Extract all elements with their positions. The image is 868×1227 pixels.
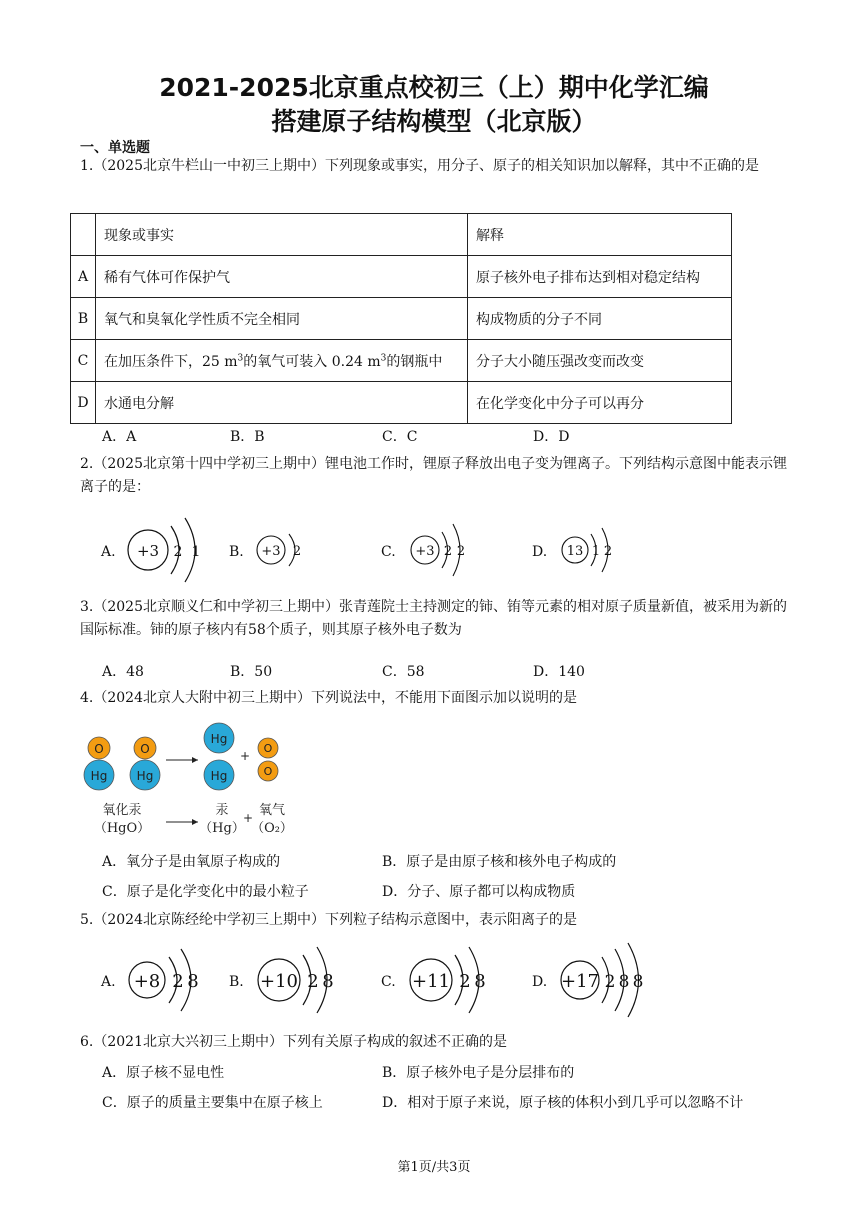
option-d[interactable]: D．140 (533, 664, 585, 680)
product2-name: 氧气 (258, 803, 286, 818)
option-c-label[interactable]: C. (381, 974, 396, 990)
option-d[interactable]: D．相对于原子来说，原子核的体积小到几乎可以忽略不计 (382, 1095, 744, 1111)
row-explanation: 分子大小随压强改变而改变 (468, 340, 732, 382)
option-a-label[interactable]: A. (101, 974, 116, 990)
table-row (71, 298, 732, 340)
product2-formula: （O₂） (251, 821, 293, 836)
row-explanation: 原子核外电子排布达到相对稳定结构 (468, 256, 732, 298)
shell-electron-count: 2 (459, 971, 471, 992)
row-explanation: 构成物质的分子不同 (468, 298, 732, 340)
atom-label: O (140, 742, 150, 756)
option-b[interactable]: B．B (230, 429, 265, 445)
atom-label: O (263, 742, 273, 755)
document-subtitle: 搭建原子结构模型（北京版） (271, 107, 597, 136)
superscript: 3 (380, 352, 387, 363)
product1-name: 汞 (215, 803, 229, 818)
table-header-fact: 现象或事实 (96, 214, 468, 256)
plus-sign: + (239, 749, 251, 763)
atom-label: Hg (210, 732, 228, 746)
question-3-stem: 3.（2025北京顺义仁和中学初三上期中）张青莲院士主持测定的铈、铕等元素的相对原子质量新值，被采用为新的国际标准。铈的原子核内有58个质子，则其原子核外电子数为 (80, 599, 787, 638)
shell-electron-count: 2 (292, 544, 302, 559)
row-fact: 水通电分解 (96, 382, 468, 424)
arrow-head-icon (192, 819, 198, 825)
option-d[interactable]: D．分子、原子都可以构成物质 (382, 884, 576, 900)
question-5-diagrams (95, 941, 665, 1021)
row-fact-part: 的氧气可装入 0.24 m (243, 353, 381, 370)
product1-formula: （Hg） (199, 821, 245, 836)
question-2-stem: 2.（2025北京第十四中学初三上期中）锂电池工作时，锂原子释放出电子变为锂离子。下列结构示意图中能表示锂离子的是： (80, 456, 787, 495)
option-a-label[interactable]: A. (101, 544, 116, 560)
atom-label: O (263, 765, 273, 778)
atom-label: Hg (136, 769, 154, 783)
option-c[interactable]: C．58 (382, 664, 425, 680)
shell-electron-count: 8 (632, 972, 644, 992)
atom-label: Hg (210, 769, 228, 783)
option-d-label[interactable]: D. (532, 544, 548, 560)
row-label: D (71, 382, 96, 424)
option-a[interactable]: A．A (102, 429, 137, 445)
shell-electron-count: 2 (172, 971, 184, 992)
table-row (71, 256, 732, 298)
row-fact (96, 340, 468, 382)
reactant-formula: （HgO） (93, 821, 151, 836)
shell-electron-count: 8 (187, 971, 199, 992)
shell-electron-count: 2 (604, 972, 616, 992)
shell-electron-count: 1 (591, 544, 601, 559)
option-a[interactable]: A．原子核不显电性 (102, 1065, 225, 1081)
question-1-stem: 1.（2025北京牛栏山一中初三上期中）下列现象或事实，用分子、原子的相关知识加以解释，其中不正确的是 (80, 158, 759, 174)
reactant-name: 氧化汞 (102, 803, 142, 818)
option-b-label[interactable]: B. (229, 544, 244, 560)
table-cell (71, 214, 96, 256)
row-label: C (71, 340, 96, 382)
question-4-reaction-diagram (82, 718, 302, 842)
question-1-table (70, 213, 732, 424)
table-row (71, 340, 732, 382)
document-title: 2021-2025北京重点校初三（上）期中化学汇编 (159, 73, 709, 102)
arrow-head-icon (192, 757, 198, 763)
option-b[interactable]: B．原子是由原子核和核外电子构成的 (382, 854, 617, 870)
row-label: A (71, 256, 96, 298)
question-2-diagrams (95, 512, 655, 590)
shell-electron-count: 8 (618, 972, 630, 992)
option-a[interactable]: A．48 (102, 664, 144, 680)
option-d-label[interactable]: D. (532, 974, 548, 990)
option-c[interactable]: C．原子是化学变化中的最小粒子 (102, 884, 309, 900)
row-explanation: 在化学变化中分子可以再分 (468, 382, 732, 424)
option-c-label[interactable]: C. (381, 544, 396, 560)
row-fact: 稀有气体可作保护气 (96, 256, 468, 298)
question-4-stem: 4.（2024北京人大附中初三上期中）下列说法中，不能用下面图示加以说明的是 (80, 690, 577, 706)
shell-electron-count: 8 (322, 971, 334, 992)
nucleus-charge: 13 (566, 544, 584, 559)
table-header-explanation: 解释 (468, 214, 732, 256)
row-fact: 氧气和臭氧化学性质不完全相同 (96, 298, 468, 340)
page-footer: 第1页/共3页 (397, 1160, 471, 1175)
nucleus-charge: +8 (133, 971, 161, 992)
nucleus-charge: +3 (136, 542, 160, 560)
nucleus-charge: +10 (260, 971, 298, 992)
atom-label: Hg (90, 769, 108, 783)
option-a[interactable]: A．氧分子是由氧原子构成的 (102, 854, 281, 870)
nucleus-charge: +3 (415, 544, 435, 559)
row-label: B (71, 298, 96, 340)
question-5-stem: 5.（2024北京陈经纶中学初三上期中）下列粒子结构示意图中，表示阳离子的是 (80, 912, 577, 928)
plus-sign: + (242, 811, 254, 825)
shell-electron-count: 1 (191, 544, 201, 560)
row-fact-part: 的钢瓶中 (386, 353, 443, 370)
row-fact-part: 在加压条件下，25 m (104, 353, 238, 370)
option-b[interactable]: B．原子核外电子是分层排布的 (382, 1065, 575, 1081)
shell-electron-count: 2 (307, 971, 319, 992)
shell-electron-count: 2 (173, 544, 183, 560)
superscript: 3 (237, 352, 244, 363)
option-c[interactable]: C．原子的质量主要集中在原子核上 (102, 1095, 323, 1111)
section-heading: 一、单选题 (80, 140, 150, 156)
nucleus-charge: +3 (261, 544, 281, 559)
nucleus-charge: +17 (561, 971, 599, 992)
shell-electron-count: 8 (474, 971, 486, 992)
question-6-stem: 6.（2021北京大兴初三上期中）下列有关原子构成的叙述不正确的是 (80, 1034, 507, 1050)
nucleus-charge: +11 (412, 971, 450, 992)
atom-label: O (94, 742, 104, 756)
table-row (71, 214, 732, 256)
shell-electron-count: 2 (443, 544, 453, 559)
option-b[interactable]: B．50 (230, 664, 273, 680)
shell-electron-count: 2 (456, 544, 466, 559)
option-c[interactable]: C．C (382, 429, 418, 445)
option-d[interactable]: D．D (533, 429, 570, 445)
shell-electron-count: 2 (603, 544, 613, 559)
table-row (71, 382, 732, 424)
option-b-label[interactable]: B. (229, 974, 244, 990)
